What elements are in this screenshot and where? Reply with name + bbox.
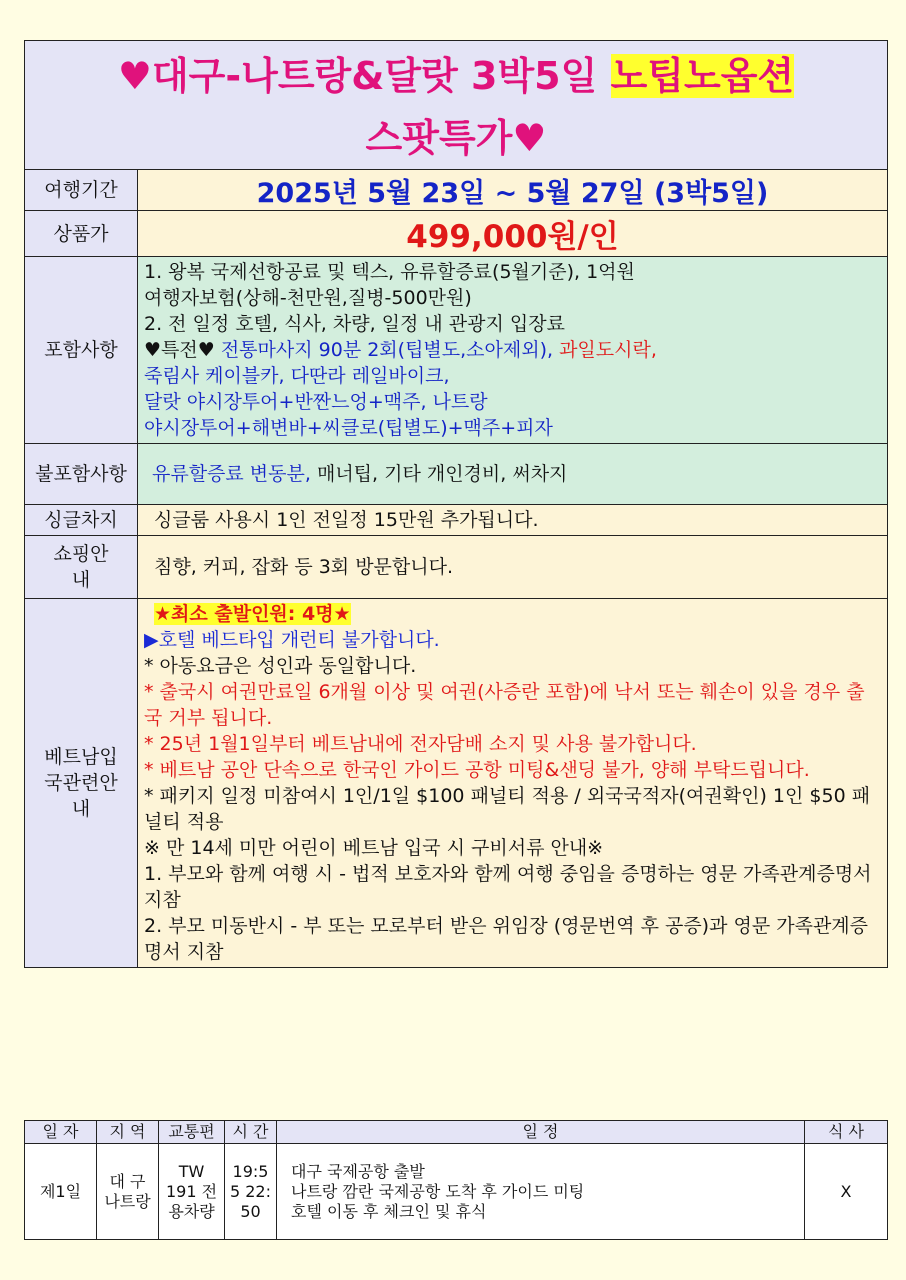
header-region: 지 역 <box>97 1121 159 1144</box>
excluded-label: 불포함사항 <box>25 444 138 505</box>
header-meal: 식 사 <box>805 1121 888 1144</box>
price-value: 499,000원/인 <box>138 211 888 257</box>
header-transport: 교통편 <box>159 1121 225 1144</box>
schedule-table <box>24 1120 888 1240</box>
day-cell: 제1일 <box>25 1144 97 1240</box>
time-cell: 19:55 22:50 <box>225 1144 277 1240</box>
header-time: 시 간 <box>225 1121 277 1144</box>
header-schedule: 일 정 <box>277 1121 805 1144</box>
excluded-value: 유류할증료 변동분, 매너팁, 기타 개인경비, 써차지 <box>138 444 888 505</box>
single-value: 싱글룸 사용시 1인 전일정 15만원 추가됩니다. <box>138 505 888 536</box>
included-value: 1. 왕복 국제선항공료 및 텍스, 유류할증료(5월기준), 1억원 여행자보험(상해-천만원,질병-500만원) 2. 전 일정 호텔, 식사, 차량, 일정 내 관광지 입장료 ♥특전♥ 전통마사지 90분 2회(팁별도,소아제외), 과일도시락, 죽림사 케이블카, 다딴라 레일바이크, 달랏 야시장투어+반짠느엉+맥주, 나트랑 야시장투어+해변바+씨클로(팁별도)+맥주+피자 <box>138 257 888 444</box>
shopping-value: 침향, 커피, 잡화 등 3회 방문합니다. <box>138 536 888 599</box>
entry-value: ★최소 출발인원: 4명★ ▶호텔 베드타입 개런티 불가합니다. * 아동요금은 성인과 동일합니다. * 출국시 여권만료일 6개월 이상 및 여권(사증란 포함)에 낙서 또는 훼손이 있을 경우 출국 거부 됩니다. * 25년 1월1일부터 베트남내에 전자담배 소지 및 사용 불가합니다. * 베트남 공안 단속으로 한국인 가이드 공항 미팅&샌딩 불가, 양해 부탁드립니다. * 패키지 일정 미참여시 1인/1일 $100 패널티 적용 / 외국국적자(여권확인) 1인 $50 패널티 적용 ※ 만 14세 미만 어린이 베트남 입국 시 구비서류 안내※ 1. 부모와 함께 여행 시 - 법적 보호자와 함께 여행 중임을 증명하는 영문 가족관계증명서 지참 2. 부모 미동반시 - 부 또는 모로부터 받은 위임장 (영문번역 후 공증)과 영문 가족관계증명서 지참 <box>138 599 888 968</box>
schedule-cell <box>277 1144 805 1240</box>
title-highlight: 노팁노옵션 <box>610 54 795 98</box>
meal-cell: X <box>805 1144 888 1240</box>
shopping-label: 쇼핑안내 <box>25 536 138 599</box>
entry-label: 베트남입국관련안내 <box>25 599 138 968</box>
table-row <box>25 1144 888 1240</box>
tour-info-table <box>24 40 888 968</box>
price-label: 상품가 <box>25 211 138 257</box>
special-benefit: ♥특전♥ <box>144 339 221 361</box>
transport-cell: TW 191 전용차량 <box>159 1144 225 1240</box>
period-value: 2025년 5월 23일 ~ 5월 27일 (3박5일) <box>138 170 888 211</box>
list-item: 나트랑 깜란 국제공항 도착 후 가이드 미팅 <box>291 1181 585 1201</box>
period-label: 여행기간 <box>25 170 138 211</box>
page-title: ♥대구-나트랑&달랏 3박5일 노팁노옵션 스팟특가♥ <box>117 54 795 160</box>
single-label: 싱글차지 <box>25 505 138 536</box>
min-departure-badge: ★최소 출발인원: 4명★ <box>154 603 351 625</box>
itinerary-document <box>24 40 888 968</box>
title-cell <box>25 41 888 170</box>
header-date: 일 자 <box>25 1121 97 1144</box>
included-label: 포함사항 <box>25 257 138 444</box>
list-item: 호텔 이동 후 체크인 및 휴식 <box>291 1201 487 1221</box>
list-item: 대구 국제공항 출발 <box>291 1161 425 1181</box>
region-cell: 대 구 나트랑 <box>97 1144 159 1240</box>
